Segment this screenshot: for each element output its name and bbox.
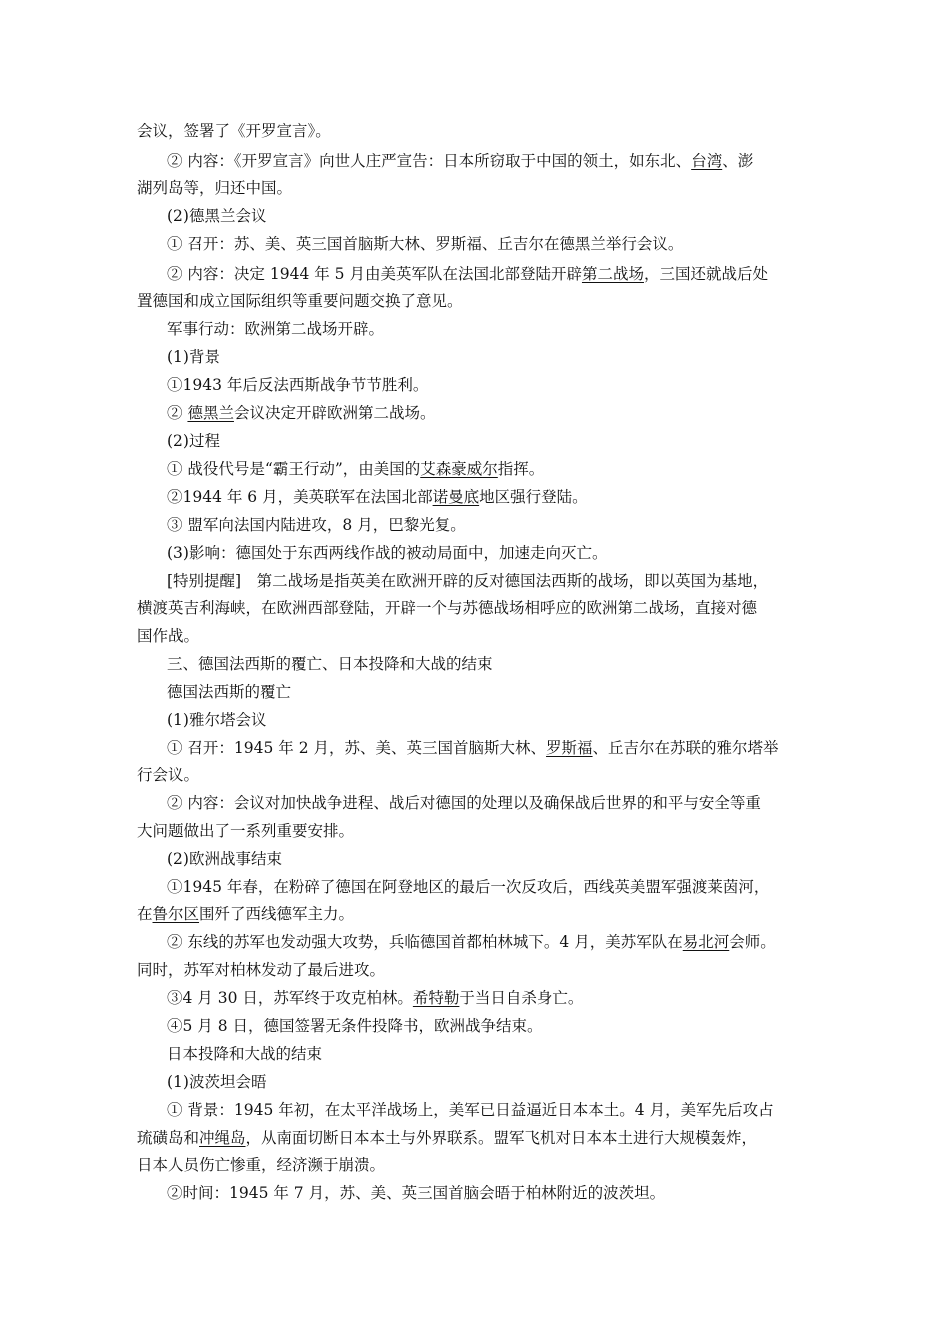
text-line [167,932,857,952]
text-segment: 会师。 [729,933,776,951]
text-line [167,654,857,674]
underlined-term: 罗斯福 [546,739,593,757]
text-line [167,206,857,226]
text-segment: 大问题做出了一系列重要安排。 [137,822,355,840]
text-segment: ②时间：1945 年 7 月，苏、美、英三国首脑会晤于柏林附近的波茨坦。 [167,1184,666,1202]
text-line [137,1155,827,1175]
text-line [167,151,857,171]
text-line [167,1016,857,1036]
text-segment: ③ 盟军向法国内陆进攻，8 月，巴黎光复。 [167,516,466,534]
text-line [137,765,827,785]
text-line [167,459,857,479]
text-segment: 会议，签署了《开罗宣言》。 [137,122,331,140]
text-segment: ④5 月 8 日，德国签署无条件投降书，欧洲战争结束。 [167,1017,543,1035]
underlined-term: 易北河 [682,933,730,951]
text-segment: (1)背景 [167,348,220,366]
text-segment: ，三国还就战后处 [643,265,768,283]
text-segment: (1)波茨坦会晤 [167,1073,267,1091]
text-line [167,1072,857,1092]
text-segment: 日本人员伤亡惨重，经济濒于崩溃。 [137,1156,386,1174]
text-segment: ，从南面切断日本本土与外界联系。盟军飞机对日本本土进行大规模轰炸， [245,1129,758,1147]
text-segment: 湖列岛等，归还中国。 [137,179,293,197]
text-line [167,988,857,1008]
text-segment: ② 内容：决定 1944 年 5 月由美英军队在法国北部登陆开辟 [167,265,582,283]
text-segment: ① 召开：苏、美、英三国首脑斯大林、罗斯福、丘吉尔在德黑兰举行会议。 [167,235,684,253]
text-segment: ① 背景：1945 年初，在太平洋战场上，美军已日益逼近日本本土。4 月，美军先后攻占 [167,1101,774,1119]
text-line [137,904,827,924]
text-line [137,291,827,311]
text-line [167,1044,857,1064]
text-segment: ①1943 年后反法西斯战争节节胜利。 [167,376,429,394]
underlined-term: 希特勒 [412,989,460,1007]
text-line [167,1100,857,1120]
text-line [167,515,857,535]
text-segment: 指挥。 [497,460,545,478]
text-line [137,1128,827,1148]
text-line [167,319,857,339]
text-segment: ① 战役代号是“霸王行动”，由美国的 [167,460,421,478]
text-segment: ② 东线的苏军也发动强大攻势，兵临德国首都柏林城下。4 月，美苏军队在 [167,933,683,951]
text-line [167,487,857,507]
text-line [167,431,857,451]
text-line [167,849,857,869]
text-segment: 会议决定开辟欧洲第二战场。 [233,404,436,422]
text-segment: 围歼了西线德军主力。 [199,905,355,923]
underlined-term: 冲绳岛 [199,1129,246,1147]
text-line [167,571,857,591]
text-line [167,543,857,563]
underlined-term: 第二战场 [581,265,644,283]
text-segment: 三、德国法西斯的覆亡、日本投降和大战的结束 [167,655,493,673]
text-segment: ② 内容：《开罗宣言》向世人庄严宣告：日本所窃取于中国的领土，如东北、 [167,152,692,170]
text-segment: (2)德黑兰会议 [167,207,267,225]
text-line [167,738,857,758]
text-line [167,234,857,254]
text-line [167,347,857,367]
text-segment: (2)过程 [167,432,220,450]
text-segment: ② 内容：会议对加快战争进程、战后对德国的处理以及确保战后世界的和平与安全等重 [167,794,761,812]
text-line [167,264,857,284]
text-segment: 、丘吉尔在苏联的雅尔塔举 [592,739,779,757]
underlined-term: 诺曼底 [432,488,480,506]
text-segment: ③4 月 30 日，苏军终于攻克柏林。 [167,989,413,1007]
text-line [137,121,827,141]
underlined-term: 艾森豪威尔 [420,460,498,478]
text-segment: 德国法西斯的覆亡 [167,683,292,701]
text-line [137,821,827,841]
text-segment: 琉磺岛和 [137,1129,200,1147]
text-line [137,626,827,646]
text-line [137,960,827,980]
underlined-term: 德黑兰 [187,404,234,422]
text-segment: ① 召开：1945 年 2 月，苏、美、英三国首脑斯大林、 [167,739,547,757]
text-line [137,598,827,618]
text-segment: (3)影响：德国处于东西两线作战的被动局面中，加速走向灭亡。 [167,544,608,562]
text-segment: 军事行动：欧洲第二战场开辟。 [167,320,385,338]
text-segment: 、澎 [722,152,754,170]
text-segment: 于当日自杀身亡。 [459,989,584,1007]
text-segment: 横渡英吉利海峡，在欧洲西部登陆，开辟一个与苏德战场相呼应的欧洲第二战场，直接对德 [137,599,758,617]
underlined-term: 台湾 [691,152,723,170]
text-line [167,403,857,423]
text-segment: 置德国和成立国际组织等重要问题交换了意见。 [137,292,463,310]
text-line [137,178,827,198]
text-segment: (1)雅尔塔会议 [167,711,267,729]
text-line [167,1183,857,1203]
text-segment: 行会议。 [137,766,200,784]
text-segment: ② [167,404,188,422]
text-segment: [特别提醒] 第二战场是指英美在欧洲开辟的反对德国法西斯的战场，即以英国为基地， [167,572,769,590]
text-segment: 日本投降和大战的结束 [167,1045,323,1063]
text-segment: 地区强行登陆。 [479,488,588,506]
text-segment: 国作战。 [137,627,200,645]
text-segment: (2)欧洲战事结束 [167,850,282,868]
text-line [167,877,857,897]
text-segment: ②1944 年 6 月，美英联军在法国北部 [167,488,433,506]
text-line [167,793,857,813]
text-segment: 在 [137,905,153,923]
text-segment: 同时，苏军对柏林发动了最后进攻。 [137,961,386,979]
text-line [167,682,857,702]
text-line [167,710,857,730]
text-segment: ①1945 年春，在粉碎了德国在阿登地区的最后一次反攻后，西线英美盟军强渡莱茵河， [167,878,770,896]
text-line [167,375,857,395]
underlined-term: 鲁尔区 [152,905,200,923]
